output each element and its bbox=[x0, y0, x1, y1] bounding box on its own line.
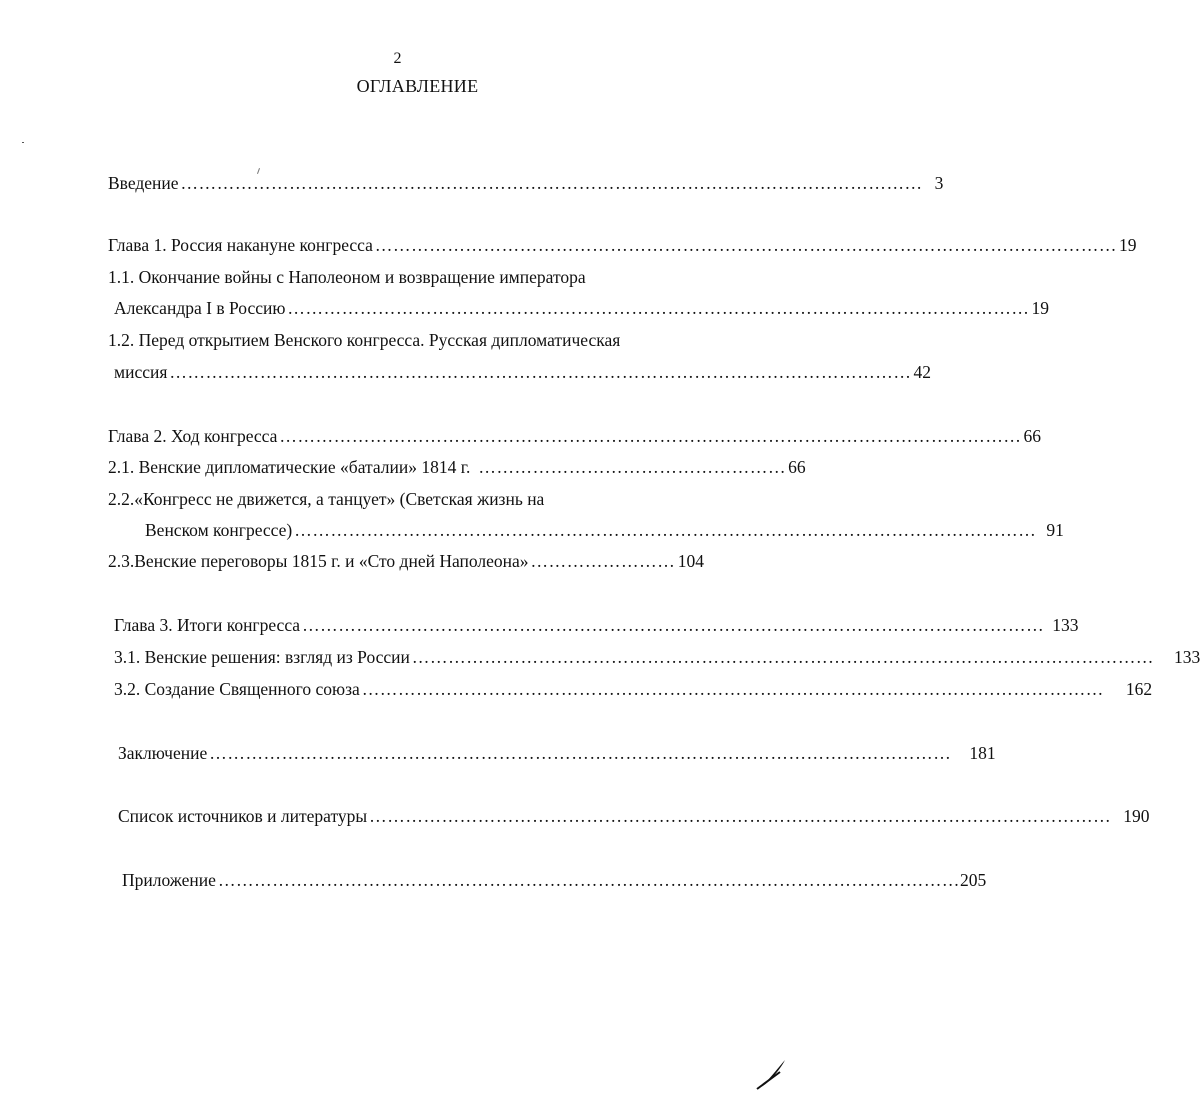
toc-entry-page: 104 bbox=[677, 551, 704, 571]
toc-entry-page: 66 bbox=[1023, 426, 1042, 446]
toc-entry-page: 205 bbox=[960, 870, 987, 890]
dot-leader: …………………………………………………………………………………………………………… bbox=[279, 426, 1022, 446]
toc-entry-1-1-line1: 1.1. Окончание войны с Наполеоном и возвращение императора bbox=[108, 267, 586, 287]
toc-entry-1-1 bbox=[114, 297, 1050, 319]
dot-leader: …………………………………………………………………………………………………………… bbox=[294, 520, 1037, 540]
toc-entry-conclusion bbox=[118, 742, 996, 764]
dot-leader: …………………………………………………………………………………………………………… bbox=[361, 679, 1104, 699]
toc-entry-page: 3 bbox=[934, 173, 944, 193]
toc-entry-label: Заключение bbox=[118, 743, 208, 763]
toc-entry-chapter-2 bbox=[108, 425, 1042, 447]
toc-entry-2-2-line1: 2.2.«Конгресс не движется, а танцует» (Светская жизнь на bbox=[108, 489, 545, 509]
toc-entry-page: 181 bbox=[969, 743, 996, 763]
toc-entry-page: 190 bbox=[1123, 806, 1150, 826]
toc-entry-page: 19 bbox=[1119, 235, 1137, 255]
toc-entry-page: 66 bbox=[788, 457, 806, 477]
dot-leader: …………………………………………………………………………………………………………… bbox=[302, 615, 1045, 635]
dot-leader: …………………………………………………………………………………………………………… bbox=[180, 173, 923, 193]
toc-entry-appendix bbox=[122, 869, 987, 891]
toc-entry-1-2 bbox=[114, 361, 931, 383]
dot-leader: …………………………………………………………………………………………………………… bbox=[169, 362, 912, 382]
toc-entry-label: Введение bbox=[108, 173, 179, 193]
toc-entry-page: 162 bbox=[1125, 679, 1153, 699]
toc-entry-page: 91 bbox=[1046, 520, 1064, 540]
dot-leader: …………………………………………………………………………………………………………… bbox=[411, 647, 1155, 667]
toc-entry-label: Приложение bbox=[122, 870, 216, 890]
dot-leader: …………………………………………………………………………………………………………… bbox=[369, 806, 1112, 826]
toc-entry-label: миссия bbox=[114, 362, 168, 382]
toc-entry-label: 2.1. Венские дипломатические «баталии» 1814 г. bbox=[108, 457, 471, 477]
toc-entry-label: Глава 1. Россия накануне конгресса bbox=[108, 235, 373, 255]
toc-entry-label: Венском конгрессе) bbox=[145, 520, 293, 540]
toc-entry-3-2 bbox=[114, 678, 1153, 700]
toc-entry-label: Глава 2. Ход конгресса bbox=[108, 426, 278, 446]
toc-entry-2-3 bbox=[108, 550, 704, 572]
toc-entry-2-1 bbox=[108, 456, 806, 478]
toc-entry-page: 42 bbox=[913, 362, 931, 382]
dot-leader: …………………… bbox=[530, 551, 676, 571]
toc-entry-page: 19 bbox=[1031, 298, 1050, 318]
toc-entry-label: Список источников и литературы bbox=[118, 806, 368, 826]
scan-speck bbox=[22, 142, 24, 143]
toc-entry-label: 3.2. Создание Священного союза bbox=[114, 679, 360, 699]
toc-entry-label: Глава 3. Итоги конгресса bbox=[114, 615, 301, 635]
toc-entry-3-1 bbox=[114, 646, 1200, 668]
toc-entry-label: 2.3.Венские переговоры 1815 г. и «Сто дней Наполеона» bbox=[108, 551, 529, 571]
page-title: ОГЛАВЛЕНИЕ bbox=[356, 76, 479, 96]
dot-leader: …………………………………………………………………………………………………………… bbox=[217, 870, 961, 890]
toc-entry-label: 3.1. Венские решения: взгляд из России bbox=[114, 647, 410, 667]
toc-entry-chapter-1 bbox=[108, 234, 1137, 256]
page-number: 2 bbox=[393, 50, 402, 67]
toc-entry-label: Александра I в Россию bbox=[114, 298, 286, 318]
dot-leader: …………………………………………………………………………………………………………… bbox=[287, 298, 1030, 318]
toc-entry-page: 133 bbox=[1052, 615, 1079, 635]
toc-entry-2-2 bbox=[145, 519, 1064, 541]
pen-stroke-mark bbox=[752, 1054, 792, 1094]
dot-leader: …………………………………………………………………………………………………………… bbox=[209, 743, 952, 763]
toc-entry-1-2-line1: 1.2. Перед открытием Венского конгресса. Русская дипломатическая bbox=[108, 330, 621, 350]
dot-leader: …………………………………………………………………………………………………………… bbox=[374, 235, 1118, 255]
toc-entry-page: 133 bbox=[1174, 647, 1200, 667]
toc-entry-intro bbox=[108, 172, 944, 194]
dot-leader: …………………………………………… bbox=[478, 457, 787, 477]
toc-entry-sources bbox=[118, 805, 1150, 827]
toc-entry-chapter-3 bbox=[114, 614, 1079, 636]
